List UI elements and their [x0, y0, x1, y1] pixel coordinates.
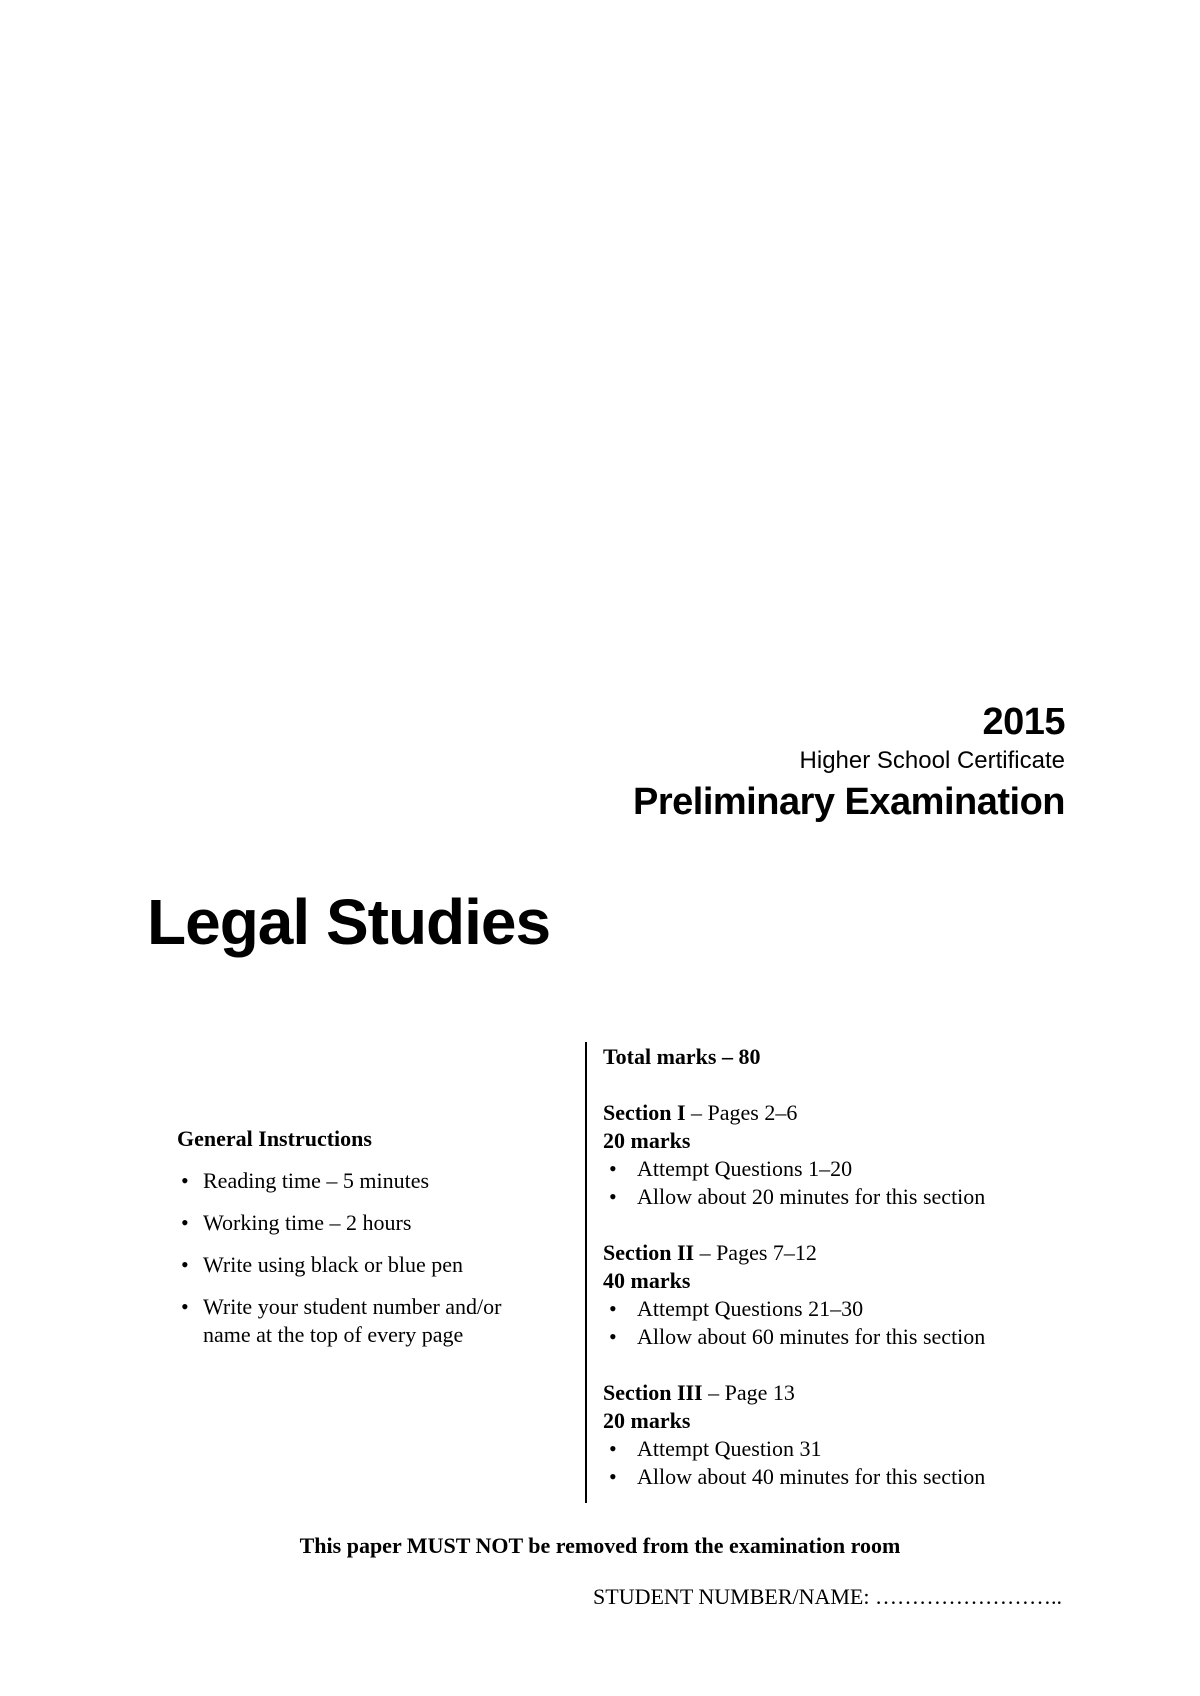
- section-1: [603, 1099, 1083, 1211]
- instruction-text: Reading time – 5 minutes: [203, 1168, 430, 1193]
- bullet-icon: •: [181, 1294, 189, 1319]
- section-2: [603, 1239, 1083, 1351]
- section-heading: [603, 1099, 1083, 1127]
- section-item: [603, 1155, 1083, 1183]
- instruction-item: [177, 1293, 533, 1349]
- section-pages: – Pages 7–12: [699, 1240, 817, 1265]
- subject-title: Legal Studies: [147, 886, 551, 958]
- section-name: Section II: [603, 1240, 695, 1265]
- bullet-icon: •: [181, 1210, 189, 1235]
- bullet-icon: •: [181, 1168, 189, 1193]
- section-heading: [603, 1379, 1083, 1407]
- bullet-icon: •: [609, 1324, 617, 1349]
- certificate-name: Higher School Certificate: [799, 747, 1065, 774]
- bullet-icon: •: [609, 1464, 617, 1489]
- section-item-text: Allow about 40 minutes for this section: [637, 1464, 986, 1489]
- exam-name: Preliminary Examination: [633, 781, 1065, 823]
- general-instructions: [177, 1125, 577, 1363]
- section-item-text: Attempt Question 31: [637, 1436, 822, 1461]
- section-item: [603, 1323, 1083, 1351]
- student-number-field[interactable]: STUDENT NUMBER/NAME: ……………………..: [593, 1584, 1062, 1609]
- section-name: Section I: [603, 1100, 686, 1125]
- instruction-text: Working time – 2 hours: [203, 1210, 412, 1235]
- general-instructions-title: General Instructions: [177, 1126, 372, 1151]
- instruction-item: [177, 1209, 577, 1237]
- bullet-icon: •: [609, 1184, 617, 1209]
- section-marks: 20 marks: [603, 1128, 691, 1153]
- total-marks: Total marks – 80: [603, 1044, 761, 1069]
- instruction-item: [177, 1251, 577, 1279]
- section-item-text: Allow about 60 minutes for this section: [637, 1324, 986, 1349]
- bullet-icon: •: [609, 1296, 617, 1321]
- section-pages: – Pages 2–6: [691, 1100, 798, 1125]
- bullet-icon: •: [609, 1156, 617, 1181]
- exam-year: 2015: [982, 701, 1065, 743]
- section-item: [603, 1435, 1083, 1463]
- section-heading: [603, 1239, 1083, 1267]
- bullet-icon: •: [609, 1436, 617, 1461]
- marks-summary: [603, 1043, 1083, 1519]
- instruction-text: Write using black or blue pen: [203, 1252, 463, 1277]
- exam-header: [633, 700, 1065, 826]
- removal-warning: This paper MUST NOT be removed from the examination room: [299, 1533, 901, 1558]
- section-marks: 20 marks: [603, 1408, 691, 1433]
- section-item-text: Allow about 20 minutes for this section: [637, 1184, 986, 1209]
- instruction-item: [177, 1167, 577, 1195]
- instruction-text: Write your student number and/or name at the top of every page: [203, 1294, 502, 1347]
- section-marks: 40 marks: [603, 1268, 691, 1293]
- section-item: [603, 1463, 1083, 1491]
- section-item-text: Attempt Questions 21–30: [637, 1296, 864, 1321]
- section-item: [603, 1295, 1083, 1323]
- column-divider: [585, 1042, 587, 1503]
- bullet-icon: •: [181, 1252, 189, 1277]
- section-name: Section III: [603, 1380, 703, 1405]
- section-item-text: Attempt Questions 1–20: [637, 1156, 853, 1181]
- section-item: [603, 1183, 1083, 1211]
- section-3: [603, 1379, 1083, 1491]
- section-pages: – Page 13: [708, 1380, 795, 1405]
